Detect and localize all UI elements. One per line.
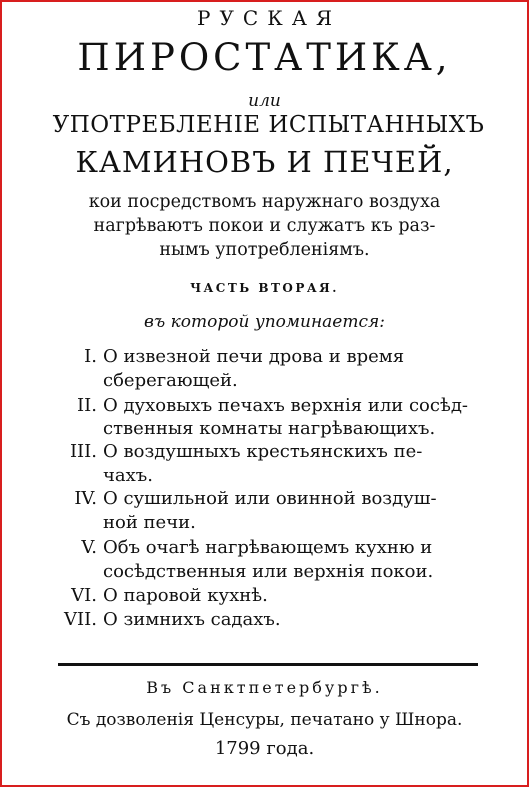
title-line-2: ПИРОСТАТИКА, [77, 36, 452, 79]
contents-number: IV. [74, 488, 97, 509]
contents-number: VI. [71, 585, 97, 606]
title-line-1: РУСКАЯ [197, 6, 341, 30]
description-line: кои посредствомъ наружнаго воздуха [88, 192, 441, 212]
contents-text: Объ очагѣ нагрѣвающемъ кухню и [103, 537, 433, 558]
contents-number: V. [81, 537, 97, 558]
title-line-4: УПОТРЕБЛЕНІЕ ИСПЫТАННЫХЪ [52, 112, 485, 138]
contents-text: О сушильной или овинной воздуш- [103, 488, 437, 509]
contents-text: О зимнихъ садахъ. [103, 609, 281, 630]
title-line-5: КАМИНОВЪ И ПЕЧЕЙ, [75, 145, 454, 179]
contents-text: ственныя комнаты нагрѣвающихъ. [103, 418, 436, 439]
contents-number: VII. [64, 609, 97, 630]
contents-number: III. [69, 441, 97, 462]
contents-text: О извезной печи дрова и время [103, 346, 405, 367]
imprint-year: 1799 года. [214, 738, 315, 759]
title-line-3: или [248, 91, 281, 111]
contents-text: чахъ. [103, 465, 153, 486]
contents-text: О духовыхъ печахъ верхнія или сосѣд- [103, 395, 468, 416]
contents-text: сосѣдственныя или верхнія покои. [103, 561, 434, 582]
contents-text: О воздушныхъ крестьянскихъ пе- [103, 441, 423, 462]
imprint-permission: Съ дозволенія Ценсуры, печатано у Шнора. [66, 710, 463, 730]
description-line: нагрѣваютъ покои и служатъ къ раз- [93, 216, 436, 236]
part-label: ЧАСТЬ ВТОРАЯ. [190, 281, 339, 295]
contents-text: сберегающей. [103, 370, 238, 391]
contents-text: ной печи. [103, 512, 196, 533]
contents-text: О паровой кухнѣ. [103, 585, 268, 606]
mention-label: въ которой упоминается: [144, 312, 385, 332]
contents-number: I. [84, 346, 97, 367]
description-line: нымъ употребленіямъ. [159, 240, 370, 260]
contents-number: II. [77, 395, 97, 416]
imprint-city: Въ Санктпетербургѣ. [146, 678, 383, 697]
